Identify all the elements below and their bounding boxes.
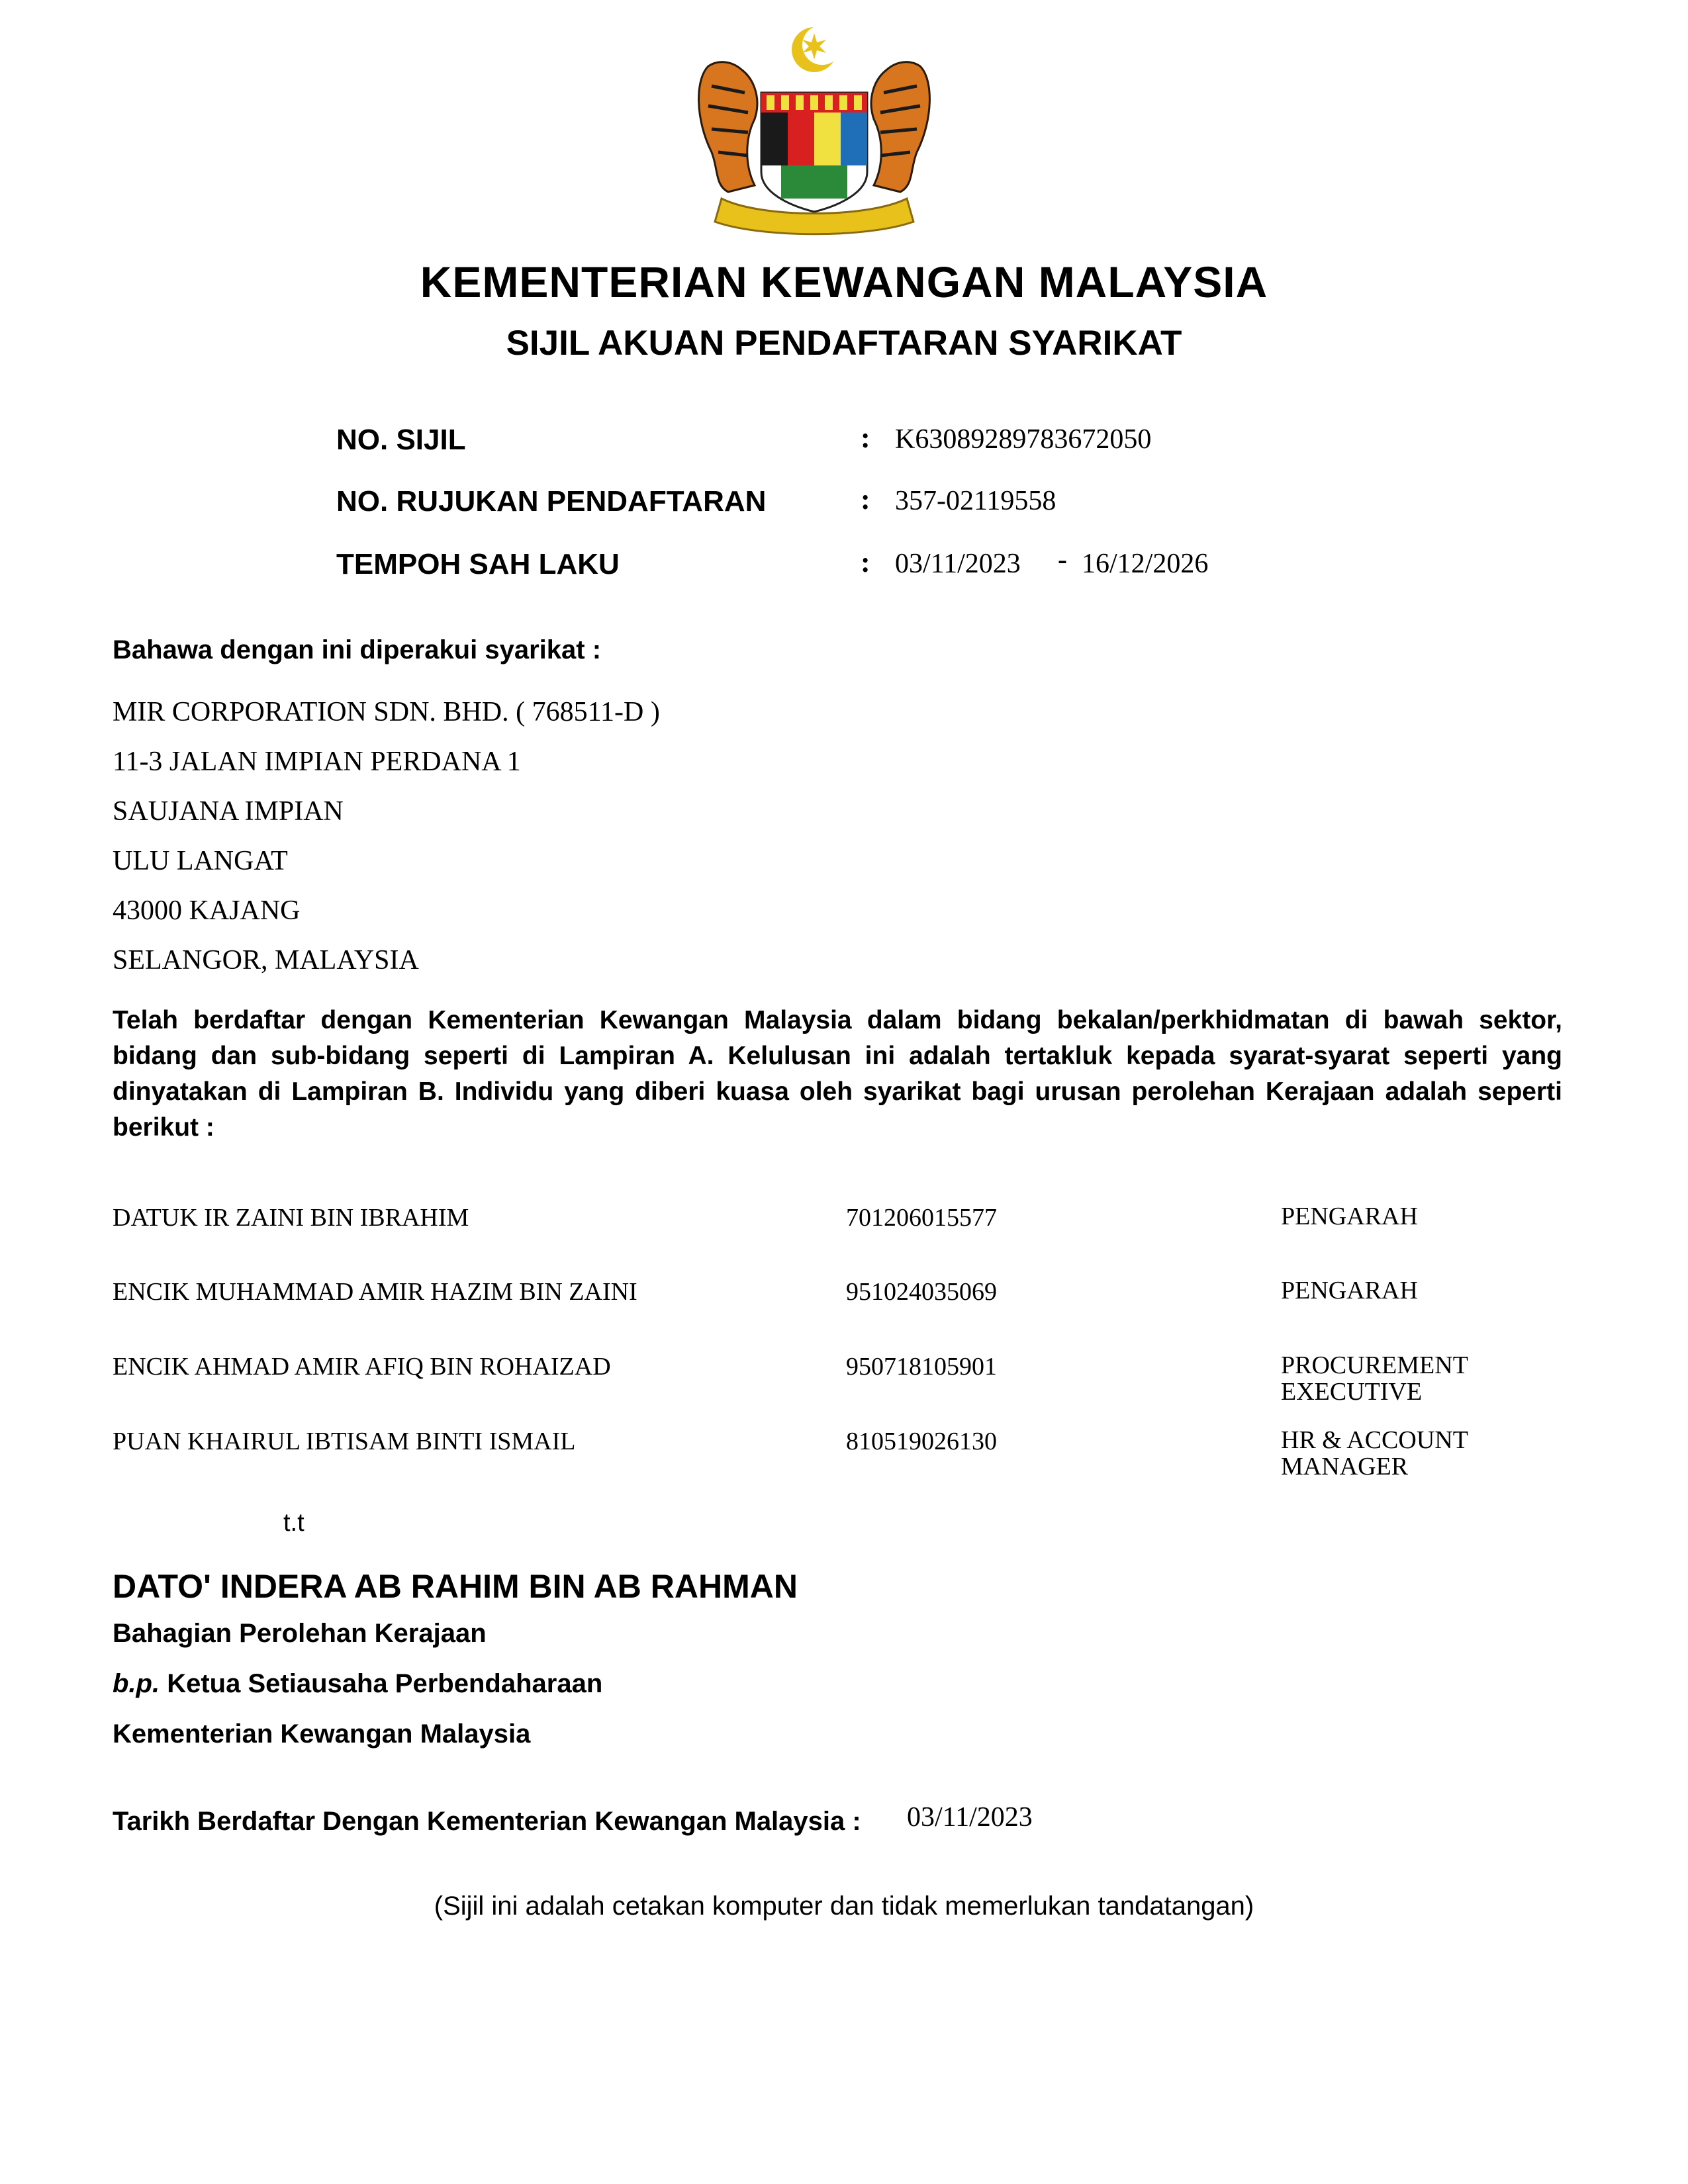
individual-ic: 950718105901 (846, 1353, 997, 1381)
no-rujukan-label: NO. RUJUKAN PENDAFTARAN (336, 485, 767, 518)
individual-name: DATUK IR ZAINI BIN IBRAHIM (113, 1204, 469, 1232)
colon: : (861, 546, 870, 578)
computer-generated-note: (Sijil ini adalah cetakan komputer dan tidak memerlukan tandatangan) (434, 1891, 1254, 1921)
coat-of-arms-icon (682, 20, 947, 238)
address-line: SAUJANA IMPIAN (113, 796, 344, 827)
company-intro: Bahawa dengan ini diperakui syarikat : (113, 635, 602, 664)
tt-mark: t.t (283, 1509, 305, 1537)
tempoh-label: TEMPOH SAH LAKU (336, 548, 620, 580)
individual-name: ENCIK MUHAMMAD AMIR HAZIM BIN ZAINI (113, 1278, 637, 1306)
individual-position: HR & ACCOUNT MANAGER (1281, 1426, 1468, 1480)
ministry-title: KEMENTERIAN KEWANGAN MALAYSIA (420, 257, 1268, 306)
signatory-name: DATO' INDERA AB RAHIM BIN AB RAHMAN (113, 1568, 798, 1605)
tempoh-from: 03/11/2023 (895, 549, 1021, 579)
individual-position: PENGARAH (1281, 1277, 1418, 1304)
on-behalf-title: Ketua Setiausaha Perbendaharaan (167, 1669, 603, 1698)
individual-position: PROCUREMENT EXECUTIVE (1281, 1351, 1468, 1406)
address-line: 43000 KAJANG (113, 895, 301, 926)
registration-date-value: 03/11/2023 (907, 1802, 1033, 1833)
no-sijil-label: NO. SIJIL (336, 424, 466, 456)
tempoh-to: 16/12/2026 (1082, 549, 1209, 579)
individual-ic: 951024035069 (846, 1278, 997, 1306)
address-line: 11-3 JALAN IMPIAN PERDANA 1 (113, 747, 521, 777)
signatory-division: Bahagian Perolehan Kerajaan (113, 1619, 487, 1648)
address-line: SELANGOR, MALAYSIA (113, 945, 419, 976)
colon: : (861, 483, 870, 516)
individual-ic: 810519026130 (846, 1428, 997, 1455)
individual-ic: 701206015577 (846, 1204, 997, 1232)
individual-name: ENCIK AHMAD AMIR AFIQ BIN ROHAIZAD (113, 1353, 611, 1381)
certificate-title: SIJIL AKUAN PENDAFTARAN SYARIKAT (506, 324, 1182, 363)
address-line: ULU LANGAT (113, 846, 288, 876)
colon: : (861, 422, 870, 454)
tempoh-separator: - (1058, 545, 1067, 575)
registration-statement: Telah berdaftar dengan Kementerian Kewangan Malaysia dalam bidang bekalan/perkhidmatan di bawah sektor, bidang dan sub-bidang seperti di Lampiran A. Kelulusan ini adalah tertakluk kepada syarat-syarat seperti yang dinyatakan di Lampiran B. Individu yang diberi kuasa oleh syarikat bagi urusan perolehan Kerajaan adalah seperti berikut : (113, 1006, 1562, 1142)
address-line: MIR CORPORATION SDN. BHD. ( 768511-D ) (113, 697, 660, 727)
bp-prefix: b.p. (113, 1669, 160, 1698)
registration-date-label: Tarikh Berdaftar Dengan Kementerian Kewangan Malaysia : (113, 1807, 861, 1836)
individual-name: PUAN KHAIRUL IBTISAM BINTI ISMAIL (113, 1428, 576, 1455)
no-sijil-value: K63089289783672050 (895, 424, 1152, 455)
signatory-on-behalf (113, 1669, 602, 1699)
no-rujukan-value: 357-02119558 (895, 486, 1056, 516)
individual-position: PENGARAH (1281, 1203, 1418, 1230)
signatory-ministry: Kementerian Kewangan Malaysia (113, 1719, 531, 1749)
